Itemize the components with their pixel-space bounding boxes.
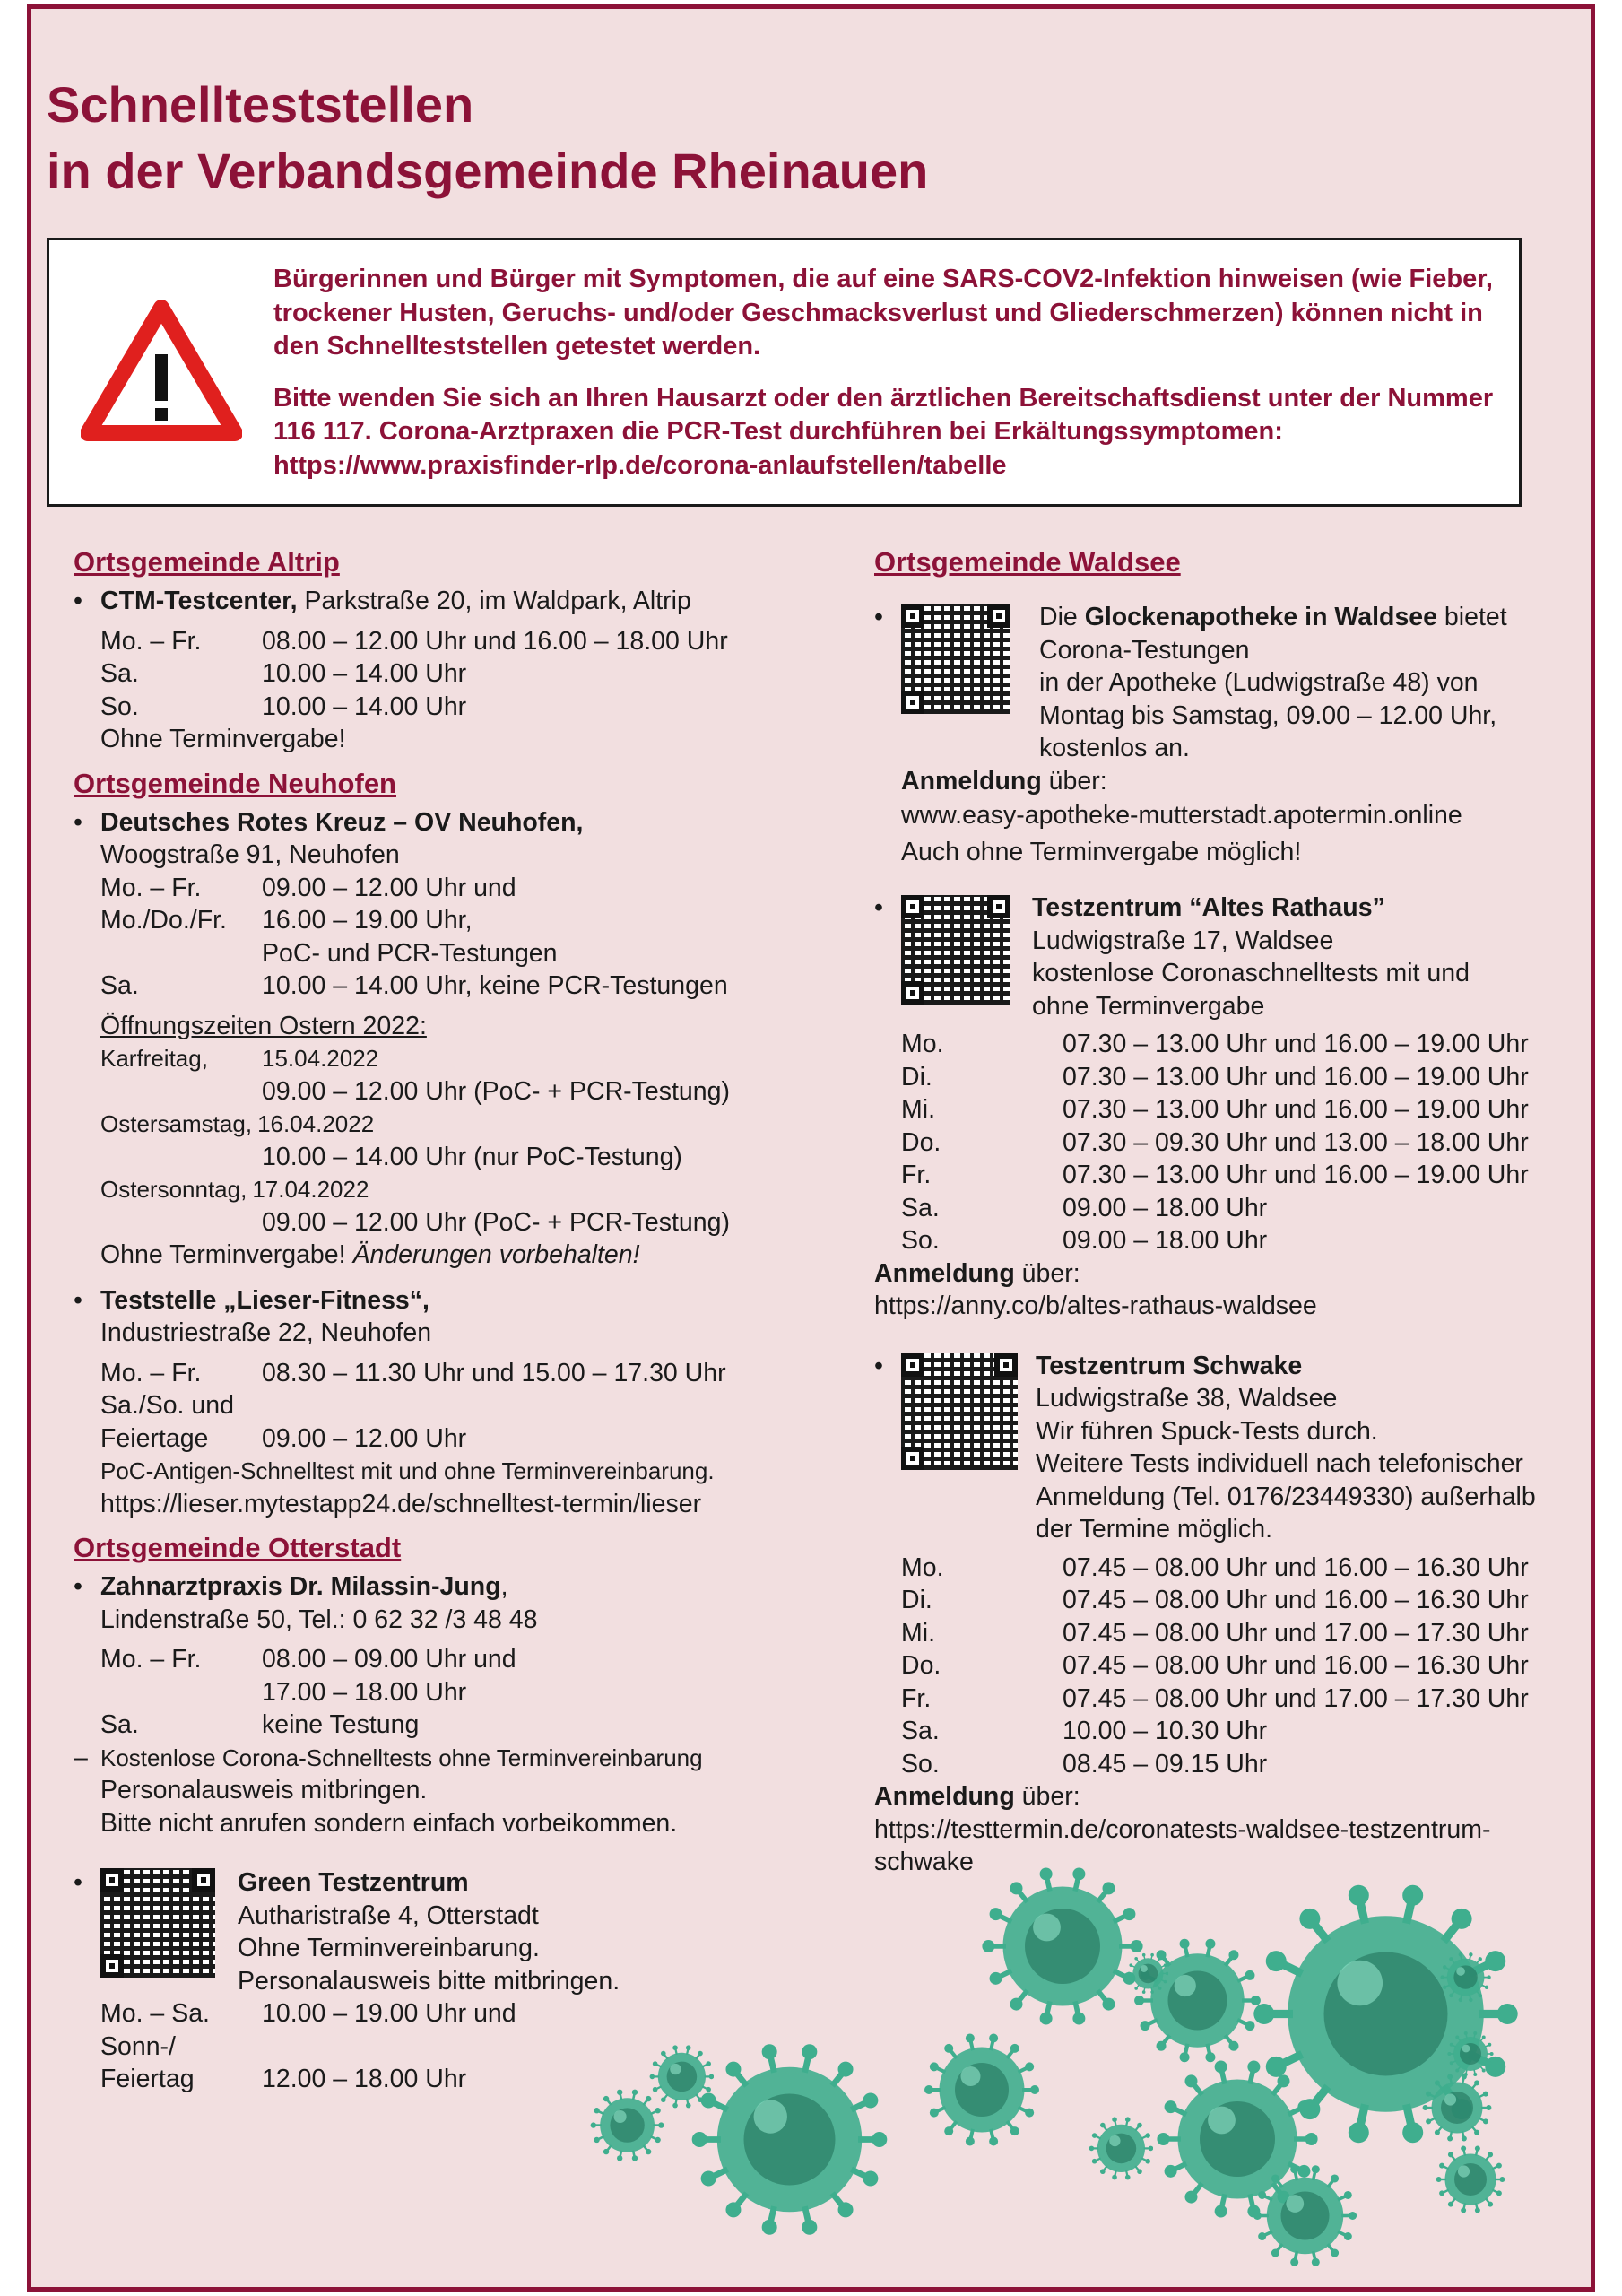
hours-time: 09.00 – 12.00 Uhr bbox=[262, 1423, 467, 1453]
hours-day: Mi. bbox=[901, 1618, 935, 1648]
rathaus-name: Testzentrum “Altes Rathaus” bbox=[1032, 893, 1385, 922]
schwake-address: Ludwigstraße 38, Waldsee bbox=[1036, 1384, 1338, 1413]
hours-day: Mo. bbox=[901, 1030, 944, 1058]
hours-time: 08.00 – 09.00 Uhr und bbox=[262, 1645, 516, 1674]
easter-heading: Öffnungszeiten Ostern 2022: bbox=[100, 1011, 427, 1040]
hours-day bbox=[100, 937, 262, 970]
title-line-2: in der Verbandsgemeinde Rheinauen bbox=[47, 143, 929, 199]
entry-drk bbox=[74, 806, 863, 1272]
hours-day: Mo. – Fr. bbox=[100, 1358, 202, 1387]
bullet: • bbox=[74, 587, 82, 615]
glocke-name: Glockenapotheke in Waldsee bbox=[1084, 603, 1437, 631]
virus-icon bbox=[1440, 1952, 1491, 2003]
virus-icon bbox=[1127, 1952, 1169, 1995]
hours-day: Mo. – Fr. bbox=[100, 1645, 202, 1674]
glocke-line: in der Apotheke (Ludwigstraße 48) von bbox=[1039, 668, 1479, 697]
left-column bbox=[74, 544, 863, 2096]
rathaus-line: kostenlose Coronaschnelltests mit und bbox=[1032, 959, 1470, 987]
hours-day: Do. bbox=[901, 1651, 941, 1680]
ctm-address: Parkstraße 20, im Waldpark, Altrip bbox=[297, 587, 691, 615]
hours-time: 08.45 – 09.15 Uhr bbox=[1063, 1749, 1268, 1779]
hours-time: 07.30 – 09.30 Uhr und 13.00 – 18.00 Uhr bbox=[1063, 1127, 1529, 1157]
hours-time: 09.00 – 12.00 Uhr und bbox=[262, 873, 516, 902]
hours-time: 09.00 – 18.00 Uhr bbox=[1063, 1226, 1268, 1255]
virus-icon bbox=[1436, 2144, 1505, 2214]
hours-day: Feiertag bbox=[100, 2065, 195, 2093]
virus-icon bbox=[1253, 2163, 1357, 2268]
schwake-line: Weitere Tests individuell nach telefonischer bbox=[1036, 1449, 1523, 1478]
drk-address: Woogstraße 91, Neuhofen bbox=[100, 840, 400, 869]
drk-name: Deutsches Rotes Kreuz – OV Neuhofen, bbox=[100, 807, 584, 837]
zahn-address: Lindenstraße 50, Tel.: 0 62 32 /3 48 48 bbox=[100, 1605, 538, 1634]
green-name: Green Testzentrum bbox=[238, 1868, 469, 1897]
easter-time: 09.00 – 12.00 Uhr (PoC- + PCR-Testung) bbox=[262, 1207, 730, 1237]
rathaus-url[interactable]: https://anny.co/b/altes-rathaus-waldsee bbox=[874, 1292, 1317, 1320]
green-address: Autharistraße 4, Otterstadt bbox=[238, 1900, 539, 1930]
easter-note: Ohne Terminvergabe! bbox=[100, 1240, 353, 1269]
entry-lieser bbox=[74, 1284, 863, 1521]
warning-text-2: Bitte wenden Sie sich an Ihren Hausarzt oder den ärztlichen Bereitschaftsdienst unter der Nummer 116 117. Corona-Arztpraxen die PCR-Test durchführen bei Erkältungssymptomen: https://www.praxisfinder-rlp.de/corona-anlaufstellen/tabelle bbox=[273, 383, 1494, 480]
anmeldung-label: Anmeldung bbox=[901, 766, 1042, 796]
hours-time: keine Testung bbox=[262, 1710, 420, 1739]
virus-icon bbox=[924, 2031, 1040, 2148]
bullet: • bbox=[874, 1351, 883, 1380]
hours-time: 10.00 – 14.00 Uhr bbox=[262, 691, 467, 721]
hours-time: 09.00 – 18.00 Uhr bbox=[1063, 1193, 1268, 1222]
hours-time bbox=[262, 1389, 863, 1422]
ctm-name: CTM-Testcenter, bbox=[100, 587, 298, 615]
green-note-1: Ohne Terminvereinbarung. bbox=[238, 1934, 540, 1962]
hours-time: 07.45 – 08.00 Uhr und 16.00 – 16.30 Uhr bbox=[1063, 1586, 1529, 1614]
virus-icon bbox=[981, 1865, 1144, 2028]
entry-altes-rathaus bbox=[874, 891, 1565, 1257]
anmeldung-label: Anmeldung bbox=[874, 1258, 1015, 1288]
hours-day: So. bbox=[100, 691, 139, 721]
warning-text-1: Bürgerinnen und Bürger mit Symptomen, die auf eine SARS-COV2-Infektion hinweisen (wie Fieber, trockener Husten, Geruchs- und/oder Geschmacksverlust und Gliederschmerzen) können nicht in den Schnellteststellen getestet werden. bbox=[273, 265, 1493, 361]
anmeldung-label: Anmeldung bbox=[874, 1782, 1015, 1811]
glocke-url[interactable]: www.easy-apotheke-mutterstadt.apotermin.online bbox=[901, 801, 1462, 830]
hours-day: Feiertage bbox=[100, 1423, 209, 1453]
hours-time: 07.30 – 13.00 Uhr und 16.00 – 19.00 Uhr bbox=[1063, 1030, 1529, 1058]
virus-icon bbox=[1447, 2031, 1494, 2077]
schwake-name: Testzentrum Schwake bbox=[1036, 1351, 1303, 1380]
glocke-note: Auch ohne Terminvergabe möglich! bbox=[901, 837, 1302, 866]
bullet: • bbox=[74, 1572, 82, 1601]
heading-neuhofen: Ortsgemeinde Neuhofen bbox=[74, 767, 396, 799]
hours-day: Fr. bbox=[901, 1161, 932, 1189]
hours-time: 10.00 – 10.30 Uhr bbox=[1063, 1717, 1268, 1745]
schwake-line: Wir führen Spuck-Tests durch. bbox=[1036, 1416, 1378, 1446]
heading-waldsee: Ortsgemeinde Waldsee bbox=[874, 546, 1181, 578]
ctm-note: Ohne Terminvergabe! bbox=[100, 725, 346, 753]
entry-schwake bbox=[874, 1350, 1565, 1781]
bullet: • bbox=[74, 807, 82, 837]
bullet: • bbox=[74, 1285, 82, 1315]
easter-date: 16.04.2022 bbox=[257, 1110, 375, 1137]
glocke-line: Montag bis Samstag, 09.00 – 12.00 Uhr, bbox=[1039, 700, 1497, 730]
hours-day: Mo. – Sa. bbox=[100, 1999, 210, 2028]
hours-time: 08.30 – 11.30 Uhr und 15.00 – 17.30 Uhr bbox=[262, 1358, 726, 1387]
hours-day: Sa./So. und bbox=[100, 1391, 234, 1420]
virus-icon bbox=[690, 2040, 889, 2239]
bullet: • bbox=[874, 893, 883, 922]
hours-day: Sa. bbox=[100, 971, 139, 1000]
hours-time: 16.00 – 19.00 Uhr, bbox=[262, 906, 473, 935]
ueber-label: über: bbox=[1041, 766, 1107, 796]
hours-day: Sa. bbox=[901, 1717, 940, 1745]
hours-time: 07.30 – 13.00 Uhr und 16.00 – 19.00 Uhr bbox=[1063, 1062, 1529, 1091]
hours-day: Fr. bbox=[901, 1683, 932, 1713]
hours-time: 07.30 – 13.00 Uhr und 16.00 – 19.00 Uhr bbox=[1063, 1161, 1529, 1189]
hours-day: Mi. bbox=[901, 1095, 935, 1124]
schwake-url-2[interactable]: schwake bbox=[874, 1848, 974, 1876]
qr-code-icon bbox=[901, 604, 1010, 714]
schwake-url-1[interactable]: https://testtermin.de/coronatests-waldsee-testzentrum- bbox=[874, 1814, 1491, 1844]
easter-time: 10.00 – 14.00 Uhr (nur PoC-Testung) bbox=[262, 1142, 682, 1171]
ueber-label: über: bbox=[1014, 1258, 1080, 1288]
zahn-name: Zahnarztpraxis Dr. Milassin-Jung bbox=[100, 1572, 501, 1601]
glocke-pre: Die bbox=[1039, 603, 1085, 631]
glocke-post: bietet bbox=[1437, 603, 1507, 631]
hours-day: Do. bbox=[901, 1127, 941, 1157]
virus-icon bbox=[1422, 2073, 1492, 2143]
hours-time: 12.00 – 18.00 Uhr bbox=[262, 2065, 467, 2093]
hours-day: Di. bbox=[901, 1586, 932, 1614]
hours-time: 10.00 – 14.00 Uhr bbox=[262, 659, 467, 688]
hours-time: 07.45 – 08.00 Uhr und 16.00 – 16.30 Uhr bbox=[1063, 1552, 1529, 1582]
glocke-line: kostenlos an. bbox=[1039, 734, 1190, 762]
lieser-address: Industriestraße 22, Neuhofen bbox=[100, 1318, 432, 1347]
hours-time: 07.30 – 13.00 Uhr und 16.00 – 19.00 Uhr bbox=[1063, 1095, 1529, 1124]
hours-time: PoC- und PCR-Testungen bbox=[262, 938, 558, 968]
easter-date: 15.04.2022 bbox=[262, 1045, 379, 1072]
lieser-url[interactable]: https://lieser.mytestapp24.de/schnelltest-termin/lieser bbox=[100, 1489, 702, 1518]
easter-time: 09.00 – 12.00 Uhr (PoC- + PCR-Testung) bbox=[262, 1076, 730, 1106]
hours-day: Sonn-/ bbox=[100, 2031, 176, 2061]
schwake-line: Anmeldung (Tel. 0176/23449330) außerhalb bbox=[1036, 1482, 1536, 1511]
bullet: • bbox=[74, 1868, 82, 1897]
glocke-line: Corona-Testungen bbox=[1039, 635, 1250, 665]
virus-icon bbox=[1089, 2116, 1154, 2181]
hours-day: So. bbox=[901, 1749, 940, 1779]
dash: – bbox=[74, 1743, 88, 1772]
hours-day: Sa. bbox=[901, 1193, 940, 1222]
qr-code-icon bbox=[901, 895, 1010, 1004]
entry-zahnarzt: • Zahnarztpraxis Dr. Milassin-Jung, Lindenstraße 50, Tel.: 0 62 32 /3 48 48 Mo. – Fr. 08.00 – 09.00 Uhr und 17.00 – 18.00 Uhr Sa. keine Testung bbox=[74, 1570, 863, 1742]
heading-altrip: Ortsgemeinde Altrip bbox=[74, 546, 340, 578]
hours-day: Mo./Do./Fr. bbox=[100, 906, 227, 935]
hours-day: So. bbox=[901, 1226, 940, 1255]
hours-time: 10.00 – 14.00 Uhr, keine PCR-Testungen bbox=[262, 971, 728, 1000]
right-column bbox=[874, 544, 1565, 1879]
hours-time: 17.00 – 18.00 Uhr bbox=[262, 1677, 467, 1707]
hours-time: 10.00 – 19.00 Uhr und bbox=[262, 1999, 516, 2028]
warning-triangle-icon bbox=[81, 299, 242, 442]
lieser-note: PoC-Antigen-Schnelltest mit und ohne Terminvereinbarung. bbox=[100, 1457, 715, 1484]
virus-icon bbox=[590, 2088, 664, 2162]
hours-day: Sa. bbox=[100, 659, 139, 688]
hours-time: 07.45 – 08.00 Uhr und 17.00 – 17.30 Uhr bbox=[1063, 1618, 1529, 1648]
zahn-note-3: Bitte nicht anrufen sondern einfach vorbeikommen. bbox=[100, 1808, 678, 1838]
hours-day bbox=[100, 1676, 262, 1709]
entry-ctm bbox=[74, 585, 863, 756]
hours-day: Mo. bbox=[901, 1552, 944, 1582]
hours-time: 07.45 – 08.00 Uhr und 16.00 – 16.30 Uhr bbox=[1063, 1651, 1529, 1680]
qr-code-icon bbox=[100, 1868, 215, 1978]
hours-day: Mo. – Fr. bbox=[100, 873, 202, 902]
warning-box bbox=[47, 238, 1522, 507]
rathaus-line: ohne Terminvergabe bbox=[1032, 991, 1265, 1021]
lieser-name: Teststelle „Lieser-Fitness“, bbox=[100, 1285, 429, 1315]
page-title bbox=[47, 72, 928, 204]
zahn-note-1: Kostenlose Corona-Schnelltests ohne Terminvereinbarung bbox=[100, 1744, 703, 1771]
easter-day: Karfreitag, bbox=[100, 1045, 208, 1072]
hours-day: Mo. – Fr. bbox=[100, 626, 202, 656]
ueber-label: über: bbox=[1014, 1782, 1080, 1811]
hours-time: 07.45 – 08.00 Uhr und 17.00 – 17.30 Uhr bbox=[1063, 1683, 1529, 1713]
zahn-note-2: Personalausweis mitbringen. bbox=[100, 1776, 428, 1805]
easter-note-italic: Änderungen vorbehalten! bbox=[352, 1240, 640, 1269]
easter-day: Ostersonntag, bbox=[100, 1176, 247, 1203]
rathaus-address: Ludwigstraße 17, Waldsee bbox=[1032, 926, 1334, 955]
entry-glockenapotheke bbox=[874, 601, 1565, 868]
hours-time: 08.00 – 12.00 Uhr und 16.00 – 18.00 Uhr bbox=[262, 626, 728, 656]
easter-day: Ostersamstag, bbox=[100, 1110, 253, 1137]
bullet: • bbox=[874, 603, 883, 631]
easter-date: 17.04.2022 bbox=[252, 1176, 369, 1203]
qr-code-icon bbox=[901, 1353, 1018, 1470]
green-note-2: Personalausweis bitte mitbringen. bbox=[238, 1966, 620, 1996]
schwake-line: der Termine möglich. bbox=[1036, 1515, 1273, 1544]
zahn-notes bbox=[74, 1742, 863, 1840]
hours-day: Sa. bbox=[100, 1710, 139, 1739]
hours-day: Di. bbox=[901, 1062, 932, 1091]
heading-otterstadt: Ortsgemeinde Otterstadt bbox=[74, 1532, 402, 1563]
title-line-1: Schnellteststellen bbox=[47, 76, 474, 133]
